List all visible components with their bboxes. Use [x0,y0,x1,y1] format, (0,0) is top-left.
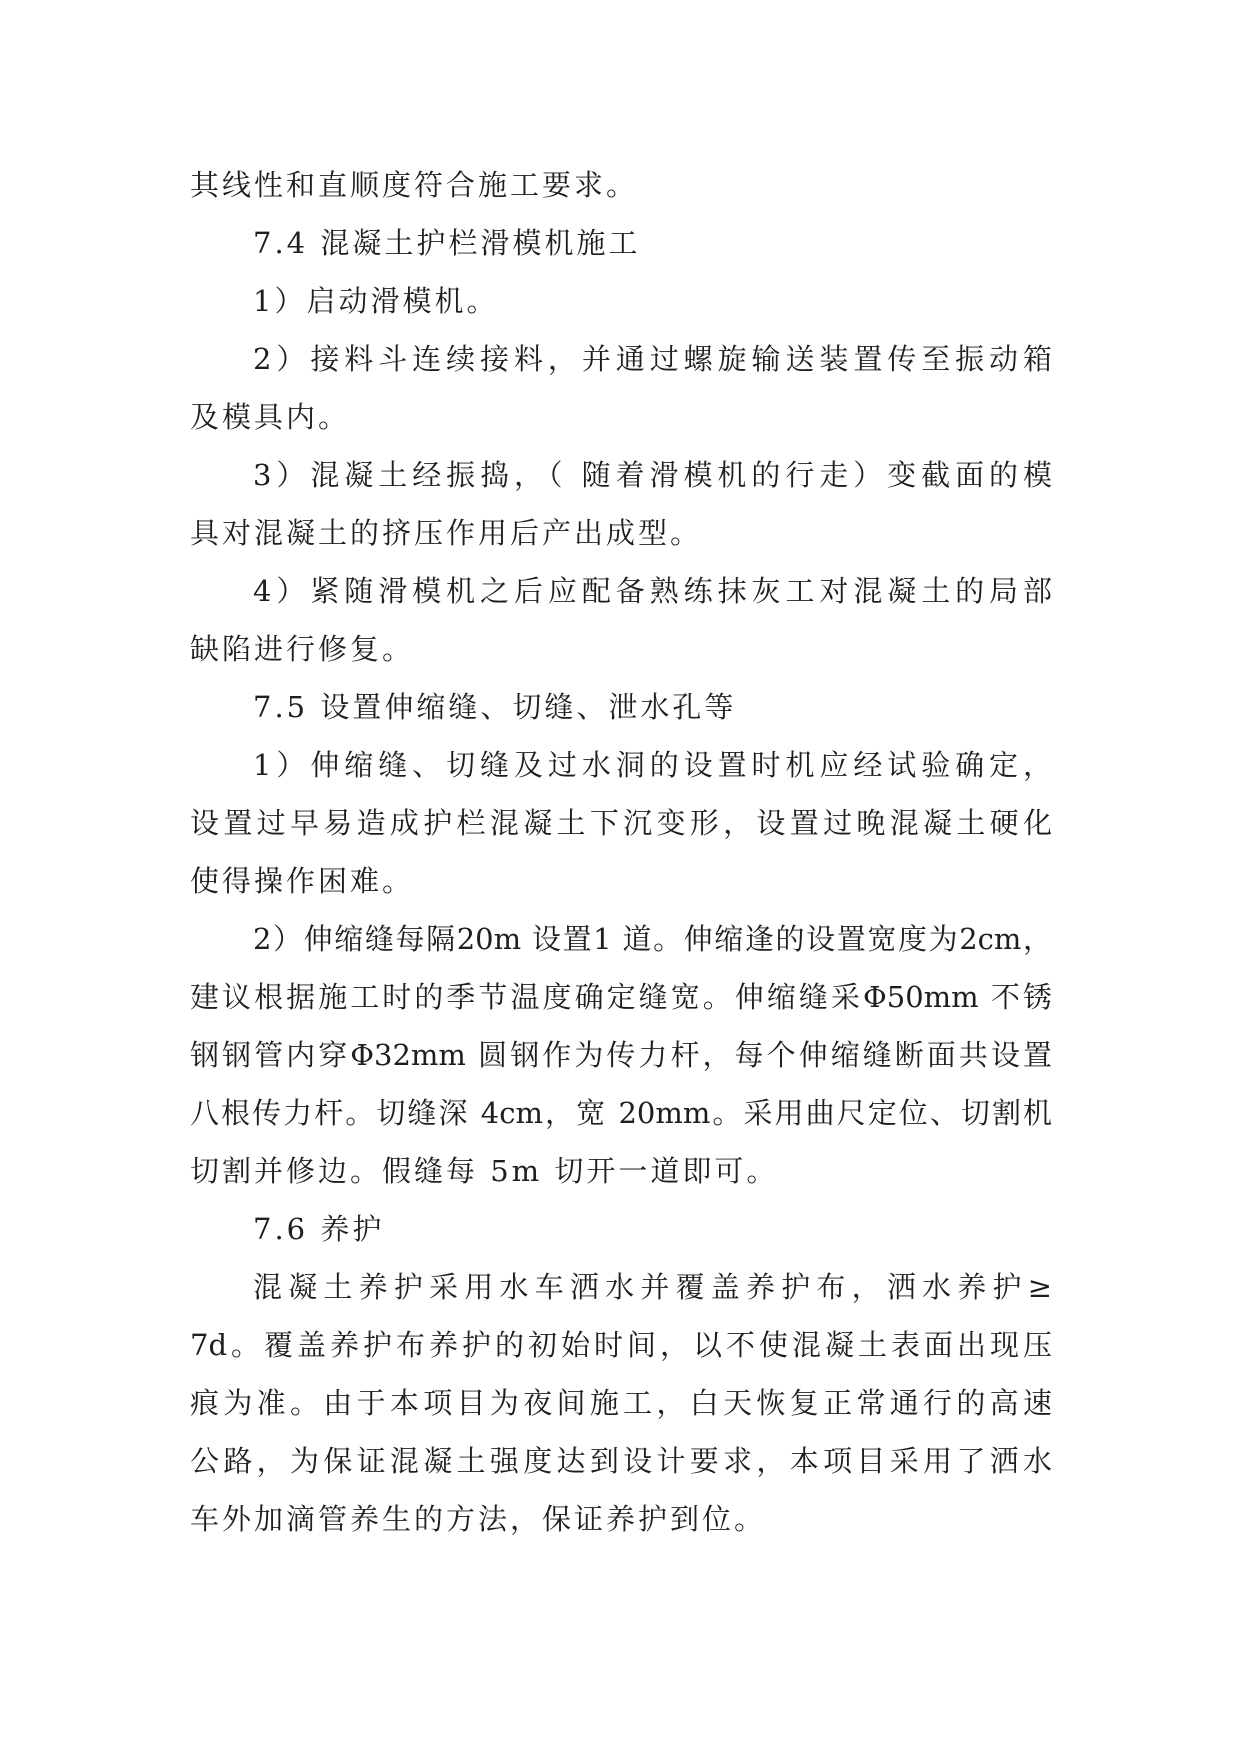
paragraph-line: 1）伸缩缝、切缝及过水洞的设置时机应经试验确定， [253,748,1052,782]
paragraph-line: 3）混凝土经振捣，（ 随着滑模机的行走）变截面的模 [253,458,1052,492]
section-heading: 7.4 混凝土护栏滑模机施工 [253,226,641,260]
list-item-paragraph [190,562,1052,678]
section-heading: 7.6 养护 [253,1212,385,1246]
paragraph-line: 混凝土养护采用水车洒水并覆盖养护布，洒水养护≥ [253,1270,1052,1304]
paragraph-line: 具对混凝土的挤压作用后产出成型。 [190,516,703,550]
paragraph-line: 2）伸缩缝每隔20m 设置1 道。伸缩逢的设置宽度为2cm， [253,922,1052,956]
paragraph-line: 缺陷进行修复。 [190,632,415,666]
section-heading-7-4 [190,214,1052,272]
paragraph-line: 建议根据施工时的季节温度确定缝宽。伸缩缝采Φ50mm 不锈 [190,980,1052,1014]
paragraph-line: 八根传力杆。切缝深 4cm，宽 20mm。采用曲尺定位、切割机 [190,1096,1052,1130]
section-heading-7-5 [190,678,1052,736]
continued-paragraph [190,156,1052,214]
list-item-paragraph [190,330,1052,446]
list-item-paragraph [190,446,1052,562]
paragraph-line: 其线性和直顺度符合施工要求。 [190,168,639,202]
document-body [190,156,1052,1548]
section-heading: 7.5 设置伸缩缝、切缝、泄水孔等 [253,690,737,724]
paragraph-line: 2）接料斗连续接料，并通过螺旋输送装置传至振动箱 [253,342,1052,376]
paragraph-line: 7d。覆盖养护布养护的初始时间，以不使混凝土表面出现压 [190,1328,1052,1362]
paragraph-line: 公路，为保证混凝土强度达到设计要求，本项目采用了洒水 [190,1444,1052,1478]
list-item-paragraph [190,272,1052,330]
paragraph-line: 切割并修边。假缝每 5m 切开一道即可。 [190,1154,779,1188]
paragraph-line: 车外加滴管养生的方法，保证养护到位。 [190,1502,767,1536]
list-item-paragraph [190,736,1052,910]
section-heading-7-6 [190,1200,1052,1258]
paragraph-line: 使得操作困难。 [190,864,415,898]
paragraph-line: 设置过早易造成护栏混凝土下沉变形，设置过晚混凝土硬化 [190,806,1052,840]
paragraph-line: 痕为准。由于本项目为夜间施工，白天恢复正常通行的高速 [190,1386,1052,1420]
body-paragraph [190,1258,1052,1548]
paragraph-line: 1）启动滑模机。 [253,284,499,318]
paragraph-line: 钢钢管内穿Φ32mm 圆钢作为传力杆，每个伸缩缝断面共设置 [190,1038,1052,1072]
list-item-paragraph [190,910,1052,1200]
paragraph-line: 及模具内。 [190,400,351,434]
paragraph-line: 4）紧随滑模机之后应配备熟练抹灰工对混凝土的局部 [253,574,1052,608]
